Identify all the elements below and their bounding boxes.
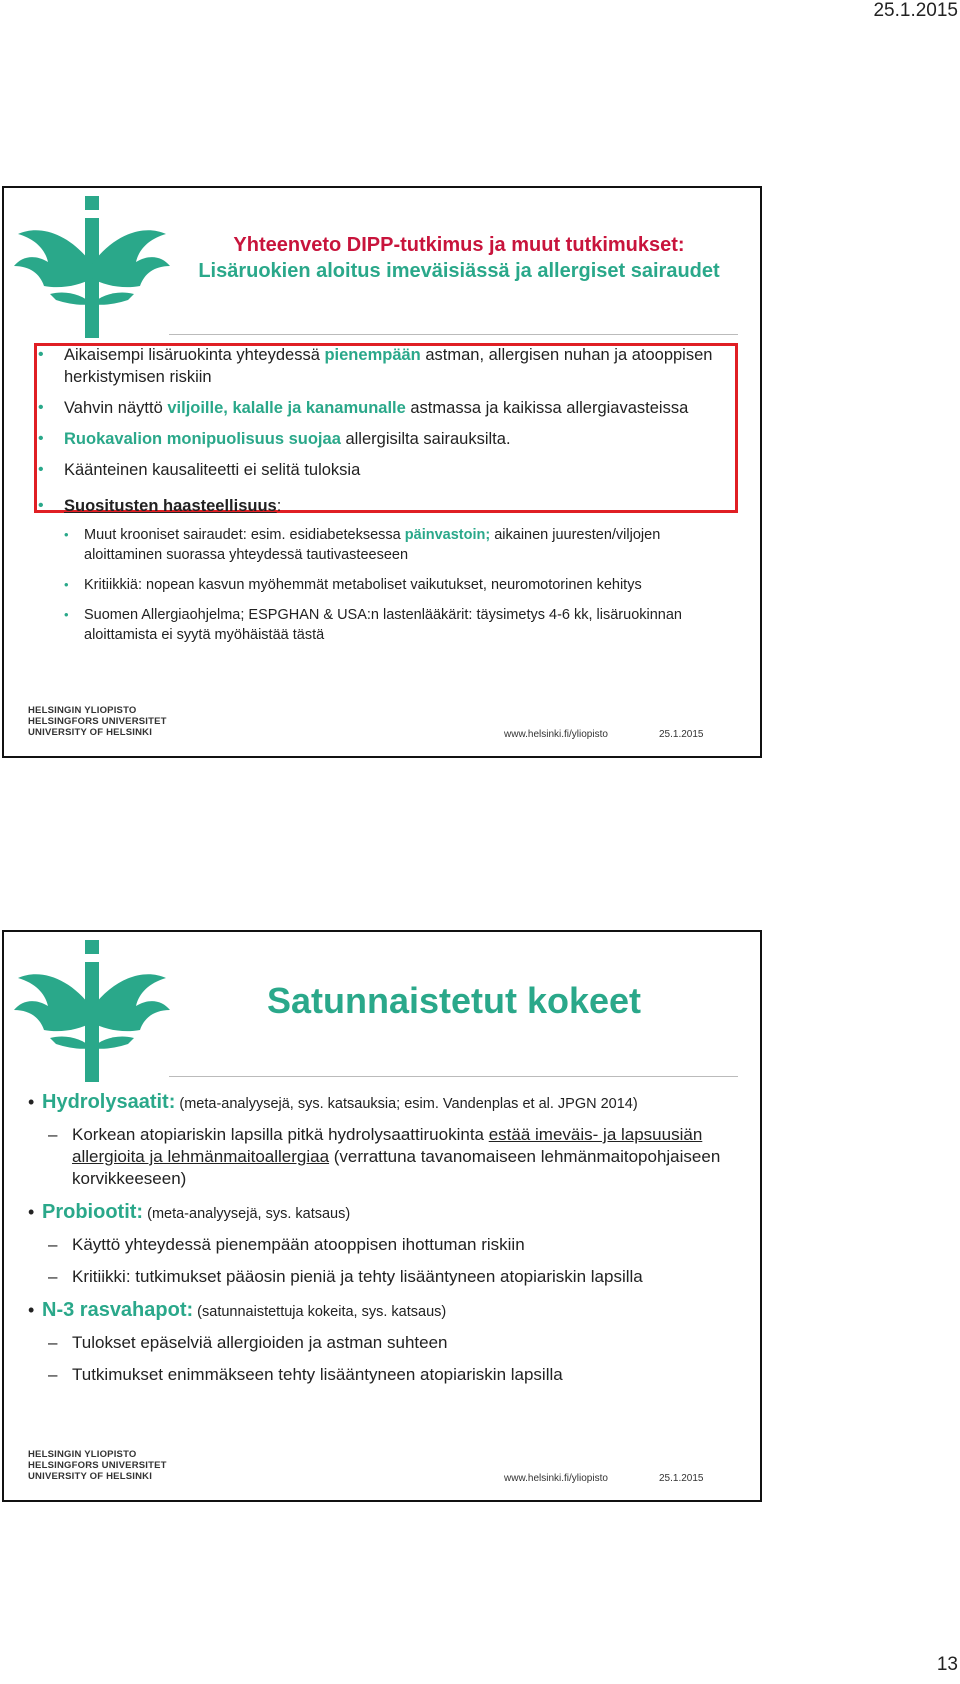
bullet-dot-icon: • [28, 1202, 35, 1222]
helsinki-flame-logo-icon [10, 194, 170, 344]
bullet-dot-icon: • [38, 430, 44, 447]
bullet-dot-icon: • [38, 497, 44, 514]
bullet-dot-icon: • [28, 1300, 35, 1320]
slide-title [174, 232, 744, 284]
university-wordmark: HELSINGIN YLIOPISTO HELSINGFORS UNIVERSITET UNIVERSITY OF HELSINKI [28, 1449, 167, 1482]
list-item: – Käyttö yhteydessä pienempään atooppisen ihottuman riskiin [48, 1235, 525, 1254]
list-item: • Aikaisempi lisäruokinta yhteydessä pienempään astman, allergisen nuhan ja atooppisen herkistymisen riskiin [38, 346, 713, 386]
recommendation-label: Suositusten haasteellisuus [64, 497, 277, 515]
list-item: • Probiootit: (meta-analyysejä, sys. katsaus) [28, 1201, 351, 1223]
dash-marker: – [48, 1125, 58, 1144]
dash-marker: – [48, 1333, 58, 1352]
footer-date: 25.1.2015 [659, 729, 704, 740]
helsinki-flame-logo-icon [10, 938, 170, 1088]
list-item: • Vahvin näyttö viljoille, kalalle ja kanamunalle astmassa ja kaikissa allergiavasteissa [38, 399, 689, 417]
footer-date: 25.1.2015 [659, 1473, 704, 1484]
list-item: – Tutkimukset enimmäkseen tehty lisääntyneen atopiariskin lapsilla [48, 1365, 563, 1384]
list-item: • Ruokavalion monipuolisuus suojaa allergisilta sairauksilta. [38, 430, 511, 448]
list-item: • Kritiikkiä: nopean kasvun myöhemmät metaboliset vaikutukset, neuromotorinen kehitys [64, 577, 642, 593]
dash-marker: – [48, 1365, 58, 1384]
slide-randomized-trials [2, 930, 762, 1502]
title-divider [169, 1076, 738, 1077]
bullet-dot-icon: • [64, 607, 69, 622]
page-number: 13 [936, 1654, 958, 1675]
title-line-1: Yhteenveto DIPP-tutkimus ja muut tutkimukset: [233, 234, 685, 256]
slide-summary [2, 186, 762, 758]
bullet-dot-icon: • [38, 346, 44, 363]
list-item: – Kritiikki: tutkimukset pääosin pieniä ja tehty lisääntyneen atopiariskin lapsilla [48, 1267, 643, 1286]
title-line-2: Lisäruokien aloitus imeväisiässä ja allergiset sairaudet [198, 260, 720, 282]
footer-url: www.helsinki.fi/yliopisto [504, 1473, 608, 1484]
title-divider [169, 334, 738, 335]
list-item: • Hydrolysaatit: (meta-analyysejä, sys. katsauksia; esim. Vandenplas et al. JPGN 2014) [28, 1091, 638, 1113]
list-item: • Käänteinen kausaliteetti ei selitä tuloksia [38, 461, 361, 479]
list-item: – Korkean atopiariskin lapsilla pitkä hydrolysaattiruokinta estää imeväis- ja lapsuusiän allergioita ja lehmänmaitoallergiaa (verrattuna tavanomaiseen lehmänmaitopohjaiseen korvikkeeseen) [48, 1125, 721, 1188]
dash-marker: – [48, 1267, 58, 1286]
bullet-dot-icon: • [64, 527, 69, 542]
summary-bullets [30, 344, 738, 655]
university-wordmark: HELSINGIN YLIOPISTO HELSINGFORS UNIVERSITET UNIVERSITY OF HELSINKI [28, 705, 167, 738]
list-item: • Muut krooniset sairaudet: esim. esidiabeteksessa päinvastoin; aikainen juuresten/viljojen aloittaminen suorassa yhteydessä tautivasteeseen [64, 527, 661, 563]
list-item: • Suomen Allergiaohjelma; ESPGHAN & USA:n lastenlääkärit: täysimetys 4-6 kk, lisäruokinnan aloittamista ei syytä myöhäistää tästä [64, 607, 682, 643]
bullet-dot-icon: • [38, 461, 44, 478]
footer-url: www.helsinki.fi/yliopisto [504, 729, 608, 740]
bullet-dot-icon: • [28, 1092, 35, 1112]
bullet-dot-icon: • [64, 577, 69, 592]
list-item: – Tulokset epäselviä allergioiden ja astman suhteen [48, 1333, 448, 1352]
recommendation-sub-bullets [64, 525, 738, 645]
dash-marker: – [48, 1235, 58, 1254]
list-item: • N-3 rasvahapot: (satunnaistettuja kokeita, sys. katsaus) [28, 1299, 447, 1321]
trial-list [26, 1090, 740, 1396]
list-item: • Suositusten haasteellisuus: • Muut krooniset sairaudet: esim. esidiabeteksessa päinvastoin; aikainen juuresten/viljojen aloittaminen suorassa yhteydessä tautivasteeseen • Kritiikkiä: nopean kasvun myöhemmät metaboliset vaikutukset, neuromotorinen kehitys • Suomen Allergiaohjelma; ESPGHAN & USA:n lastenlääkärit: täysimetys 4-6 kk, lisäruokinnan aloittamista ei syytä myöhäistää tästä [30, 495, 738, 645]
slide-title: Satunnaistetut kokeet [266, 980, 642, 1021]
bullet-dot-icon: • [38, 399, 44, 416]
page-date: 25.1.2015 [873, 0, 958, 21]
